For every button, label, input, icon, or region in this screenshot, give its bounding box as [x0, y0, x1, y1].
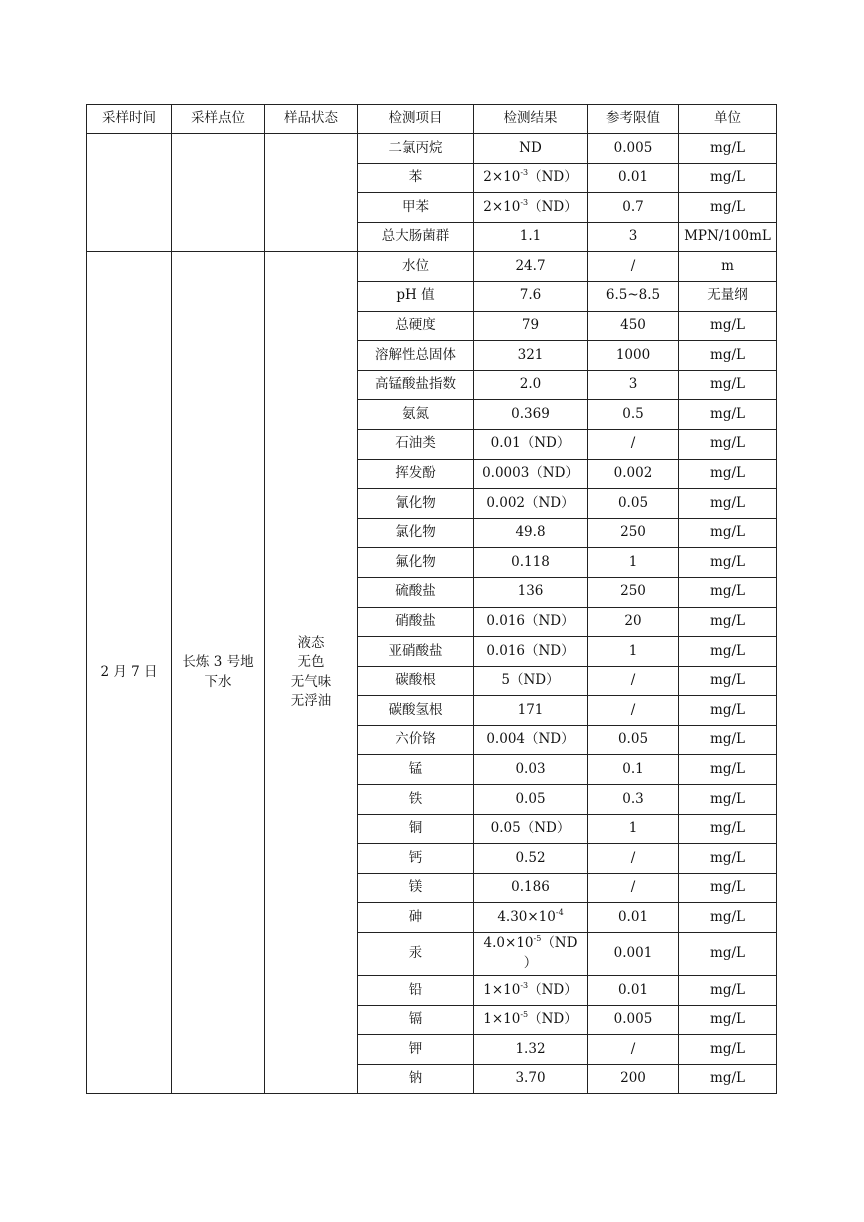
header-test-result: 检测结果: [474, 105, 588, 134]
reference-limit-cell: 0.01: [588, 903, 679, 933]
test-result-cell: 0.016（ND）: [474, 637, 588, 667]
header-test-item: 检测项目: [358, 105, 474, 134]
sampling-location-cell: [172, 134, 265, 252]
reference-limit-cell: 3: [588, 370, 679, 400]
unit-cell: mg/L: [679, 548, 777, 578]
test-item-cell: 氟化物: [358, 548, 474, 578]
test-result-cell: 0.004（ND）: [474, 725, 588, 755]
test-result-cell: $2\times 10^{-3}(ND)$: [474, 193, 588, 223]
test-item-cell: 铁: [358, 785, 474, 815]
unit-cell: mg/L: [679, 1064, 777, 1094]
reference-limit-cell: 0.7: [588, 193, 679, 223]
reference-limit-cell: /: [588, 844, 679, 874]
test-item-cell: 总硬度: [358, 311, 474, 341]
reference-limit-cell: /: [588, 696, 679, 726]
reference-limit-cell: 0.01: [588, 163, 679, 193]
test-item-cell: 挥发酚: [358, 459, 474, 489]
test-result-cell: 79: [474, 311, 588, 341]
test-item-cell: 钙: [358, 844, 474, 874]
unit-cell: mg/L: [679, 311, 777, 341]
test-result-cell: 0.05: [474, 785, 588, 815]
unit-cell: mg/L: [679, 400, 777, 430]
unit-cell: mg/L: [679, 370, 777, 400]
unit-cell: mg/L: [679, 489, 777, 519]
reference-limit-cell: /: [588, 873, 679, 903]
header-row: [87, 105, 777, 134]
test-result-cell: 0.369: [474, 400, 588, 430]
unit-cell: mg/L: [679, 755, 777, 785]
reference-limit-cell: 0.3: [588, 785, 679, 815]
unit-cell: mg/L: [679, 976, 777, 1006]
test-results-table: [86, 104, 777, 1094]
test-result-cell: 0.03: [474, 755, 588, 785]
test-item-cell: 二氯丙烷: [358, 134, 474, 164]
test-item-cell: 高锰酸盐指数: [358, 370, 474, 400]
test-item-cell: 镉: [358, 1005, 474, 1035]
unit-cell: mg/L: [679, 577, 777, 607]
test-result-cell: $4.0\times 10^{-5}(ND$ ）: [474, 933, 588, 976]
test-item-cell: 甲苯: [358, 193, 474, 223]
unit-cell: MPN/100mL: [679, 222, 777, 252]
unit-cell: m: [679, 252, 777, 282]
unit-cell: 无量纲: [679, 281, 777, 311]
reference-limit-cell: 200: [588, 1064, 679, 1094]
test-result-cell: $1\times 10^{-3}(ND)$: [474, 976, 588, 1006]
test-result-cell: 0.01（ND）: [474, 429, 588, 459]
unit-cell: mg/L: [679, 459, 777, 489]
unit-cell: mg/L: [679, 873, 777, 903]
reference-limit-cell: 0.005: [588, 134, 679, 164]
unit-cell: mg/L: [679, 844, 777, 874]
reference-limit-cell: 0.5: [588, 400, 679, 430]
reference-limit-cell: /: [588, 666, 679, 696]
reference-limit-cell: 20: [588, 607, 679, 637]
test-item-cell: 总大肠菌群: [358, 222, 474, 252]
reference-limit-cell: 0.002: [588, 459, 679, 489]
unit-cell: mg/L: [679, 696, 777, 726]
test-result-cell: 7.6: [474, 281, 588, 311]
test-result-cell: 0.016（ND）: [474, 607, 588, 637]
sampling-time-cell: [87, 134, 172, 252]
reference-limit-cell: /: [588, 1035, 679, 1065]
test-result-cell: 3.70: [474, 1064, 588, 1094]
test-result-cell: $1\times 10^{-5}(ND)$: [474, 1005, 588, 1035]
test-item-cell: 铅: [358, 976, 474, 1006]
unit-cell: mg/L: [679, 933, 777, 976]
unit-cell: mg/L: [679, 637, 777, 667]
header-reference-limit: 参考限值: [588, 105, 679, 134]
test-result-cell: 0.186: [474, 873, 588, 903]
reference-limit-cell: 1000: [588, 341, 679, 371]
test-result-cell: 0.05（ND）: [474, 814, 588, 844]
reference-limit-cell: 250: [588, 518, 679, 548]
sample-state-cell: [265, 134, 358, 252]
reference-limit-cell: /: [588, 252, 679, 282]
unit-cell: mg/L: [679, 814, 777, 844]
test-result-cell: 321: [474, 341, 588, 371]
test-item-cell: 碳酸氢根: [358, 696, 474, 726]
test-item-cell: 水位: [358, 252, 474, 282]
test-result-cell: 2.0: [474, 370, 588, 400]
test-item-cell: 碳酸根: [358, 666, 474, 696]
test-item-cell: 铜: [358, 814, 474, 844]
header-sampling-time: 采样时间: [87, 105, 172, 134]
test-item-cell: 氯化物: [358, 518, 474, 548]
table-row: [87, 134, 777, 164]
unit-cell: mg/L: [679, 1035, 777, 1065]
test-item-cell: 硫酸盐: [358, 577, 474, 607]
header-sample-state: 样品状态: [265, 105, 358, 134]
test-result-cell: 171: [474, 696, 588, 726]
test-result-cell: ND: [474, 134, 588, 164]
table-header: [87, 105, 777, 134]
test-item-cell: 钾: [358, 1035, 474, 1065]
test-item-cell: 砷: [358, 903, 474, 933]
test-result-cell: $4.30\times 10^{-4}$: [474, 903, 588, 933]
unit-cell: mg/L: [679, 903, 777, 933]
reference-limit-cell: 1: [588, 814, 679, 844]
unit-cell: mg/L: [679, 725, 777, 755]
test-result-cell: 5（ND）: [474, 666, 588, 696]
test-result-cell: 24.7: [474, 252, 588, 282]
header-unit: 单位: [679, 105, 777, 134]
sample-state-cell: 液态 无色 无气味 无浮油: [265, 252, 358, 1094]
table-body: [87, 134, 777, 1094]
unit-cell: mg/L: [679, 607, 777, 637]
test-result-cell: 49.8: [474, 518, 588, 548]
reference-limit-cell: 0.005: [588, 1005, 679, 1035]
unit-cell: mg/L: [679, 134, 777, 164]
reference-limit-cell: 3: [588, 222, 679, 252]
test-item-cell: 锰: [358, 755, 474, 785]
unit-cell: mg/L: [679, 193, 777, 223]
test-item-cell: 硝酸盐: [358, 607, 474, 637]
reference-limit-cell: 250: [588, 577, 679, 607]
header-sampling-location: 采样点位: [172, 105, 265, 134]
table-row: [87, 252, 777, 282]
test-result-cell: 0.52: [474, 844, 588, 874]
test-item-cell: 镁: [358, 873, 474, 903]
test-item-cell: 钠: [358, 1064, 474, 1094]
unit-cell: mg/L: [679, 429, 777, 459]
test-item-cell: pH 值: [358, 281, 474, 311]
reference-limit-cell: 6.5~8.5: [588, 281, 679, 311]
test-item-cell: 汞: [358, 933, 474, 976]
test-result-cell: 0.118: [474, 548, 588, 578]
test-result-cell: 1.1: [474, 222, 588, 252]
unit-cell: mg/L: [679, 518, 777, 548]
test-item-cell: 亚硝酸盐: [358, 637, 474, 667]
test-item-cell: 溶解性总固体: [358, 341, 474, 371]
unit-cell: mg/L: [679, 341, 777, 371]
test-item-cell: 氰化物: [358, 489, 474, 519]
reference-limit-cell: 0.05: [588, 725, 679, 755]
sampling-location-cell: 长炼 3 号地 下水: [172, 252, 265, 1094]
reference-limit-cell: /: [588, 429, 679, 459]
reference-limit-cell: 0.1: [588, 755, 679, 785]
test-item-cell: 石油类: [358, 429, 474, 459]
test-result-cell: 0.0003（ND）: [474, 459, 588, 489]
test-result-cell: $2\times 10^{-3}(ND)$: [474, 163, 588, 193]
reference-limit-cell: 0.001: [588, 933, 679, 976]
unit-cell: mg/L: [679, 1005, 777, 1035]
reference-limit-cell: 0.05: [588, 489, 679, 519]
test-result-cell: 0.002（ND）: [474, 489, 588, 519]
test-result-cell: 1.32: [474, 1035, 588, 1065]
reference-limit-cell: 450: [588, 311, 679, 341]
test-item-cell: 苯: [358, 163, 474, 193]
reference-limit-cell: 1: [588, 548, 679, 578]
test-item-cell: 六价铬: [358, 725, 474, 755]
test-result-cell: 136: [474, 577, 588, 607]
unit-cell: mg/L: [679, 163, 777, 193]
unit-cell: mg/L: [679, 785, 777, 815]
test-item-cell: 氨氮: [358, 400, 474, 430]
unit-cell: mg/L: [679, 666, 777, 696]
sampling-time-cell: 2 月 7 日: [87, 252, 172, 1094]
reference-limit-cell: 1: [588, 637, 679, 667]
reference-limit-cell: 0.01: [588, 976, 679, 1006]
